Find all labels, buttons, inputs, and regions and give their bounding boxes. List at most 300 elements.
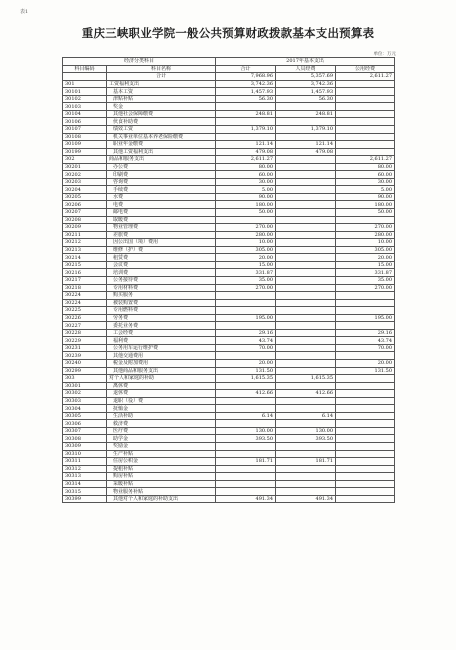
- cell-public: [336, 216, 395, 224]
- cell-code: 30208: [63, 216, 107, 224]
- table-row: [63, 337, 395, 345]
- cell-name: 电费: [107, 201, 216, 209]
- table-row: [63, 427, 395, 435]
- table-row: [63, 488, 395, 496]
- cell-personnel: 130.00: [276, 427, 336, 435]
- table-row: [63, 224, 395, 232]
- cell-public: 43.74: [336, 337, 395, 345]
- budget-table: [62, 57, 395, 503]
- cell-total: 7,968.96: [216, 73, 276, 81]
- cell-total: 491.34: [216, 495, 276, 503]
- cell-name: 医疗费: [107, 427, 216, 435]
- cell-public: [336, 141, 395, 149]
- cell-total: 10.00: [216, 239, 276, 247]
- table-row: [63, 118, 395, 126]
- cell-public: [336, 473, 395, 481]
- cell-name: 基本工资: [107, 88, 216, 96]
- cell-name: 其他交通费用: [107, 352, 216, 360]
- table-row: [63, 405, 395, 413]
- cell-total: [216, 442, 276, 450]
- cell-public: [336, 420, 395, 428]
- cell-personnel: [276, 118, 336, 126]
- cell-public: 30.00: [336, 178, 395, 186]
- cell-public: [336, 88, 395, 96]
- cell-personnel: [276, 292, 336, 300]
- cell-public: 270.00: [336, 284, 395, 292]
- cell-public: [336, 405, 395, 413]
- cell-total: 90.00: [216, 193, 276, 201]
- cell-name: 水费: [107, 193, 216, 201]
- cell-personnel: 248.81: [276, 110, 336, 118]
- table-row: [63, 307, 395, 315]
- cell-name: 培训费: [107, 269, 216, 277]
- cell-personnel: [276, 156, 336, 164]
- cell-name: 福利费: [107, 337, 216, 345]
- cell-name: 抚恤金: [107, 405, 216, 413]
- table-row: [63, 435, 395, 443]
- cell-total: [216, 450, 276, 458]
- cell-total: 1,379.10: [216, 126, 276, 134]
- cell-public: 20.00: [336, 359, 395, 367]
- table-row: [63, 465, 395, 473]
- cell-public: [336, 126, 395, 134]
- cell-personnel: [276, 163, 336, 171]
- header-personnel: 人员经费: [276, 65, 336, 73]
- cell-personnel: 412.66: [276, 390, 336, 398]
- cell-code: 30209: [63, 224, 107, 232]
- cell-total: [216, 352, 276, 360]
- cell-code: 30229: [63, 337, 107, 345]
- cell-personnel: [276, 480, 336, 488]
- cell-code: 30215: [63, 261, 107, 269]
- cell-code: 30103: [63, 103, 107, 111]
- table-row: [63, 95, 395, 103]
- cell-personnel: 1,615.35: [276, 375, 336, 383]
- cell-code: 30304: [63, 405, 107, 413]
- cell-public: 180.00: [336, 201, 395, 209]
- cell-personnel: [276, 420, 336, 428]
- cell-code: 30227: [63, 322, 107, 330]
- cell-personnel: [276, 352, 336, 360]
- cell-name: 助学金: [107, 435, 216, 443]
- cell-public: [336, 307, 395, 315]
- cell-name: 退职（役）费: [107, 397, 216, 405]
- cell-total: [216, 133, 276, 141]
- cell-code: 30301: [63, 382, 107, 390]
- cell-public: 70.00: [336, 344, 395, 352]
- cell-personnel: 393.50: [276, 435, 336, 443]
- cell-code: 30214: [63, 254, 107, 262]
- cell-personnel: [276, 261, 336, 269]
- cell-personnel: 1,457.93: [276, 88, 336, 96]
- cell-personnel: [276, 314, 336, 322]
- header-2017-basic-expenditure: 2017年基本支出: [216, 58, 395, 66]
- cell-code: 30104: [63, 110, 107, 118]
- cell-name: 税金及附加费用: [107, 359, 216, 367]
- cell-code: 30213: [63, 246, 107, 254]
- cell-personnel: [276, 178, 336, 186]
- cell-code: 30102: [63, 95, 107, 103]
- table-row: [63, 103, 395, 111]
- table-row: [63, 239, 395, 247]
- cell-code: 30303: [63, 397, 107, 405]
- cell-public: [336, 352, 395, 360]
- header-public: 公用经费: [336, 65, 395, 73]
- header-group-row: [63, 58, 395, 66]
- cell-total: [216, 405, 276, 413]
- cell-personnel: [276, 224, 336, 232]
- cell-total: [216, 322, 276, 330]
- cell-name: 差旅费: [107, 231, 216, 239]
- cell-code: 30311: [63, 458, 107, 466]
- cell-public: 5.00: [336, 186, 395, 194]
- cell-code: 30310: [63, 450, 107, 458]
- cell-code: 30218: [63, 284, 107, 292]
- cell-code: 30108: [63, 133, 107, 141]
- cell-name: 办公费: [107, 163, 216, 171]
- header-name: 科目名称: [107, 65, 216, 73]
- cell-total: [216, 473, 276, 481]
- cell-name: 住房公积金: [107, 458, 216, 466]
- cell-code: 30202: [63, 171, 107, 179]
- cell-personnel: [276, 465, 336, 473]
- cell-personnel: [276, 344, 336, 352]
- cell-public: [336, 322, 395, 330]
- cell-public: [336, 148, 395, 156]
- cell-public: [336, 95, 395, 103]
- cell-code: 30226: [63, 314, 107, 322]
- cell-public: [336, 412, 395, 420]
- cell-personnel: [276, 103, 336, 111]
- table-row: [63, 397, 395, 405]
- cell-personnel: 181.71: [276, 458, 336, 466]
- table-row: [63, 246, 395, 254]
- cell-code: 30106: [63, 118, 107, 126]
- table-row: [63, 314, 395, 322]
- cell-total: 29.16: [216, 329, 276, 337]
- cell-name: 离休费: [107, 382, 216, 390]
- cell-personnel: [276, 171, 336, 179]
- cell-personnel: [276, 201, 336, 209]
- cell-name: 退休费: [107, 390, 216, 398]
- cell-personnel: [276, 254, 336, 262]
- cell-public: [336, 110, 395, 118]
- cell-personnel: [276, 488, 336, 496]
- cell-code: 30224: [63, 292, 107, 300]
- cell-code: 30313: [63, 473, 107, 481]
- cell-name: 工资福利支出: [107, 80, 216, 88]
- cell-code: 30216: [63, 269, 107, 277]
- cell-public: 50.00: [336, 209, 395, 217]
- cell-code: 30201: [63, 163, 107, 171]
- cell-total: [216, 299, 276, 307]
- table-row: [63, 473, 395, 481]
- table-row: [63, 420, 395, 428]
- cell-total: [216, 216, 276, 224]
- cell-public: [336, 435, 395, 443]
- cell-personnel: 56.30: [276, 95, 336, 103]
- cell-total: 70.00: [216, 344, 276, 352]
- cell-code: 30231: [63, 344, 107, 352]
- cell-name: 救济费: [107, 420, 216, 428]
- cell-total: 60.00: [216, 171, 276, 179]
- cell-total: [216, 382, 276, 390]
- cell-name: 专用材料费: [107, 284, 216, 292]
- cell-total: 3,742.36: [216, 80, 276, 88]
- cell-personnel: 6.14: [276, 412, 336, 420]
- cell-personnel: [276, 246, 336, 254]
- cell-personnel: [276, 133, 336, 141]
- header-total: 合计: [216, 65, 276, 73]
- table-row: [63, 292, 395, 300]
- table-row: [63, 276, 395, 284]
- cell-code: 301: [63, 80, 107, 88]
- table-row: [63, 216, 395, 224]
- cell-total: 248.81: [216, 110, 276, 118]
- cell-name: 印刷费: [107, 171, 216, 179]
- cell-public: 280.00: [336, 231, 395, 239]
- cell-personnel: [276, 382, 336, 390]
- header-column-row: [63, 65, 395, 73]
- table-number-mark: 表1: [20, 9, 29, 15]
- cell-total: 305.00: [216, 246, 276, 254]
- cell-code: 30205: [63, 193, 107, 201]
- table-row: [63, 382, 395, 390]
- cell-code: 30101: [63, 88, 107, 96]
- cell-total: 2,611.27: [216, 156, 276, 164]
- cell-name: 委托业务费: [107, 322, 216, 330]
- cell-total: 1,457.93: [216, 88, 276, 96]
- table-row: [63, 254, 395, 262]
- table-row: [63, 178, 395, 186]
- table-row: [63, 201, 395, 209]
- table-row: [63, 209, 395, 217]
- cell-name: 咨询费: [107, 178, 216, 186]
- cell-code: 30206: [63, 201, 107, 209]
- cell-total: 43.74: [216, 337, 276, 345]
- table-row: [63, 329, 395, 337]
- table-row: [63, 299, 395, 307]
- cell-code: 30204: [63, 186, 107, 194]
- cell-code: 30228: [63, 329, 107, 337]
- cell-public: 195.00: [336, 314, 395, 322]
- cell-name: 生活补助: [107, 412, 216, 420]
- cell-code: 30224: [63, 299, 107, 307]
- cell-name: 工会经费: [107, 329, 216, 337]
- cell-public: 331.87: [336, 269, 395, 277]
- cell-public: [336, 465, 395, 473]
- cell-personnel: [276, 269, 336, 277]
- cell-personnel: [276, 276, 336, 284]
- cell-name: 职业年金缴费: [107, 141, 216, 149]
- page-title: 重庆三峡职业学院一般公共预算财政拨款基本支出预算表: [81, 26, 375, 40]
- header-economic-classification: 经济分类科目: [63, 58, 216, 66]
- cell-total: [216, 480, 276, 488]
- table-row: [63, 148, 395, 156]
- cell-public: 90.00: [336, 193, 395, 201]
- cell-code: 30240: [63, 359, 107, 367]
- cell-personnel: [276, 442, 336, 450]
- cell-public: [336, 382, 395, 390]
- cell-name: 被装购置费: [107, 299, 216, 307]
- cell-total: 412.66: [216, 390, 276, 398]
- cell-total: 393.50: [216, 435, 276, 443]
- cell-total: [216, 420, 276, 428]
- cell-total: 1,615.35: [216, 375, 276, 383]
- cell-code: [63, 73, 107, 81]
- cell-name: 其他对个人和家庭的补助支出: [107, 495, 216, 503]
- cell-name: 绩效工资: [107, 126, 216, 134]
- cell-code: 30307: [63, 427, 107, 435]
- cell-total: [216, 397, 276, 405]
- cell-public: [336, 488, 395, 496]
- table-row: [63, 375, 395, 383]
- table-row: [63, 269, 395, 277]
- cell-code: 30212: [63, 239, 107, 247]
- cell-name: 购买服务: [107, 292, 216, 300]
- cell-name: 因公出国（境）费用: [107, 239, 216, 247]
- cell-name: 对个人和家庭的补助: [107, 375, 216, 383]
- cell-code: 30217: [63, 276, 107, 284]
- table-row: [63, 284, 395, 292]
- cell-public: [336, 390, 395, 398]
- cell-code: 30199: [63, 148, 107, 156]
- cell-total: [216, 103, 276, 111]
- cell-name: 公务接待费: [107, 276, 216, 284]
- cell-code: 30309: [63, 442, 107, 450]
- cell-personnel: [276, 299, 336, 307]
- cell-personnel: [276, 193, 336, 201]
- table-row: [63, 390, 395, 398]
- table-row: [63, 193, 395, 201]
- cell-total: [216, 465, 276, 473]
- cell-personnel: [276, 186, 336, 194]
- cell-code: 30308: [63, 435, 107, 443]
- cell-name: 会议费: [107, 261, 216, 269]
- cell-personnel: [276, 307, 336, 315]
- cell-personnel: [276, 473, 336, 481]
- cell-total: 80.00: [216, 163, 276, 171]
- cell-name: 伙食补助费: [107, 118, 216, 126]
- table-row: [63, 344, 395, 352]
- table-row: [63, 458, 395, 466]
- table-row: [63, 110, 395, 118]
- cell-personnel: [276, 337, 336, 345]
- table-row: [63, 450, 395, 458]
- cell-total: 280.00: [216, 231, 276, 239]
- cell-name: 手续费: [107, 186, 216, 194]
- cell-code: 303: [63, 375, 107, 383]
- cell-public: [336, 299, 395, 307]
- cell-code: 30299: [63, 367, 107, 375]
- cell-name: 专用燃料费: [107, 307, 216, 315]
- cell-public: 305.00: [336, 246, 395, 254]
- cell-personnel: 491.34: [276, 495, 336, 503]
- cell-name: 采暖补贴: [107, 480, 216, 488]
- cell-public: [336, 450, 395, 458]
- cell-personnel: [276, 450, 336, 458]
- cell-total: 15.00: [216, 261, 276, 269]
- cell-public: [336, 118, 395, 126]
- cell-code: 30399: [63, 495, 107, 503]
- cell-personnel: 5,357.69: [276, 73, 336, 81]
- cell-name: 其他社会保障缴费: [107, 110, 216, 118]
- cell-personnel: [276, 209, 336, 217]
- cell-public: 2,611.27: [336, 156, 395, 164]
- cell-public: [336, 103, 395, 111]
- cell-public: 2,611.27: [336, 73, 395, 81]
- cell-personnel: 479.08: [276, 148, 336, 156]
- cell-name: 邮电费: [107, 209, 216, 217]
- cell-public: 131.50: [336, 367, 395, 375]
- cell-public: [336, 480, 395, 488]
- cell-public: [336, 442, 395, 450]
- table-row: [63, 322, 395, 330]
- cell-public: 60.00: [336, 171, 395, 179]
- cell-code: 30109: [63, 141, 107, 149]
- table-row: [63, 495, 395, 503]
- cell-total: [216, 307, 276, 315]
- cell-code: 30225: [63, 307, 107, 315]
- cell-public: 20.00: [336, 254, 395, 262]
- cell-public: 270.00: [336, 224, 395, 232]
- cell-name: 奖励金: [107, 442, 216, 450]
- cell-name: 购房补贴: [107, 473, 216, 481]
- cell-code: 30315: [63, 488, 107, 496]
- table-row: [63, 186, 395, 194]
- table-row: [63, 88, 395, 96]
- cell-total: 56.30: [216, 95, 276, 103]
- cell-code: 30305: [63, 412, 107, 420]
- table-row: [63, 133, 395, 141]
- cell-personnel: [276, 405, 336, 413]
- cell-public: [336, 375, 395, 383]
- cell-code: 30314: [63, 480, 107, 488]
- table-row: [63, 359, 395, 367]
- cell-personnel: 1,379.10: [276, 126, 336, 134]
- cell-name: 公务用车运行维护费: [107, 344, 216, 352]
- table-row: [63, 171, 395, 179]
- cell-total: 270.00: [216, 284, 276, 292]
- cell-public: 35.00: [336, 276, 395, 284]
- unit-label: 单位：万元: [373, 52, 396, 57]
- cell-code: 30211: [63, 231, 107, 239]
- cell-personnel: 3,742.36: [276, 80, 336, 88]
- cell-total: 195.00: [216, 314, 276, 322]
- cell-code: 30306: [63, 420, 107, 428]
- cell-code: 30203: [63, 178, 107, 186]
- cell-name: 其他工资福利支出: [107, 148, 216, 156]
- cell-public: [336, 292, 395, 300]
- cell-name: 生产补贴: [107, 450, 216, 458]
- cell-total: [216, 292, 276, 300]
- table-row: [63, 352, 395, 360]
- cell-name: 商品和服务支出: [107, 156, 216, 164]
- cell-name: 提租补贴: [107, 465, 216, 473]
- cell-name: 租赁费: [107, 254, 216, 262]
- cell-name: 取暖费: [107, 216, 216, 224]
- cell-name: 物业管理费: [107, 224, 216, 232]
- cell-total: [216, 488, 276, 496]
- cell-personnel: [276, 397, 336, 405]
- table-row: [63, 156, 395, 164]
- cell-public: 29.16: [336, 329, 395, 337]
- cell-total: 20.00: [216, 359, 276, 367]
- cell-name: 维修（护）费: [107, 246, 216, 254]
- table-row: [63, 442, 395, 450]
- cell-name: 其他商品和服务支出: [107, 367, 216, 375]
- table-row: [63, 261, 395, 269]
